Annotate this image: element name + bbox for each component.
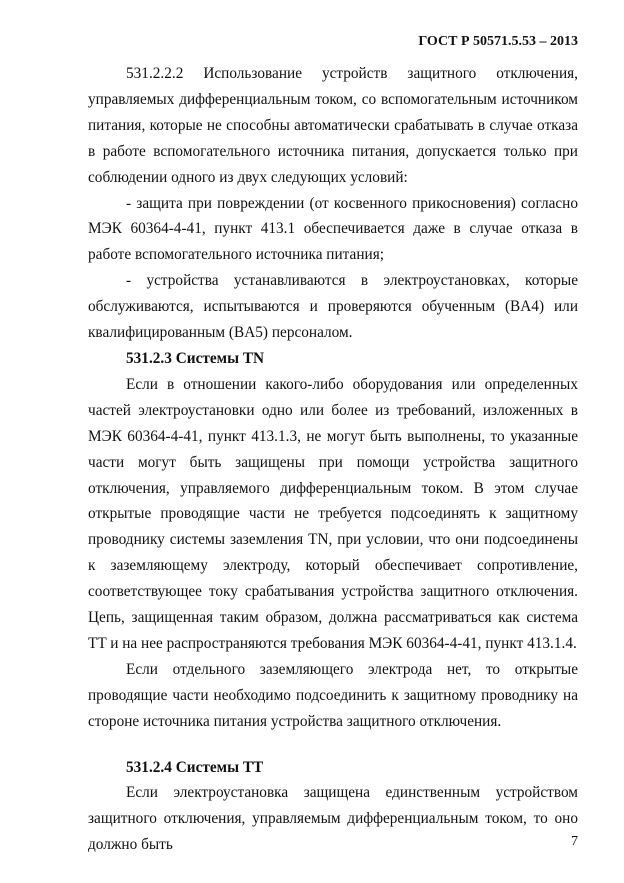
paragraph-531-2-2-2: 531.2.2.2 Использование устройств защитного отключения, управляемых дифференциальным током, со вспомогательным источником питания, которые не способны автоматически срабатывать в случае отказа в работе вспомогательного источника питания, допускается только при соблюдении одного из двух следующих условий: [88, 65, 578, 186]
page-number: 7 [571, 834, 578, 849]
section-spacer [88, 735, 578, 755]
list-item-condition-2: - устройства устанавливаются в электроустановках, которые обслуживаются, испытываются и проверяются обученным (BA4) или квалифицированным (BA5) персоналом. [88, 272, 578, 342]
page-body [88, 61, 578, 858]
paragraph-no-electrode: Если отдельного заземляющего электрода нет, то открытые проводящие части необходимо подсоединить к защитному проводнику на стороне источника питания устройства защитного отключения. [88, 660, 578, 730]
paragraph-tt-systems: Если электроустановка защищена единственным устройством защитного отключения, управляемым дифференциальным током, то оно должно быть [88, 784, 578, 854]
list-item-condition-1: - защита при повреждении (от косвенного прикосновения) согласно МЭК 60364-4-41, пункт 413.1 обеспечивается даже в случае отказа в работе вспомогательного источника питания; [88, 194, 578, 264]
paragraph-tn-systems: Если в отношении какого-либо оборудования или определенных частей электроустановки одно или более из требований, изложенных в МЭК 60364-4-41, пункт 413.1.3, не могут быть выполнены, то указанные части могут быть защищены при помощи устройства защитного отключения, управляемого дифференциальным током. В этом случае открытые проводящие части не требуется подсоединять к защитному проводнику системы заземления TN, при условии, что они подсоединены к заземляющему электроду, который обеспечивает сопротивление, соответствующее току срабатывания устройства защитного отключения. Цепь, защищенная таким образом, должна рассматриваться как система TT и на нее распространяются требования МЭК 60364-4-41, пункт 413.1.4. [88, 375, 578, 652]
section-heading-531-2-3: 531.2.3 Системы TN [126, 349, 265, 367]
document-code-header: ГОСТ Р 50571.5.53 – 2013 [418, 34, 578, 49]
section-heading-531-2-4: 531.2.4 Системы TT [126, 758, 264, 776]
